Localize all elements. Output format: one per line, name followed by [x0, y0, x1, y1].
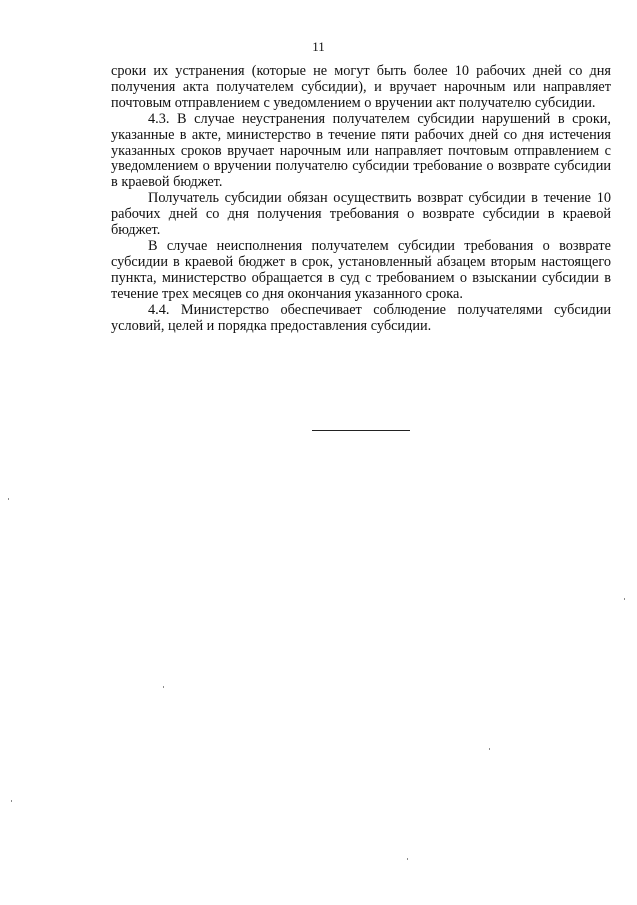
page-number: 11 — [312, 39, 325, 54]
paragraph-court-recovery: В случае неисполнения получателем субсидии требования о возврате субсидии в краевой бюджет в срок, установленный абзацем вторым настоящего пункта, министерство обращается в суд с требованием о взыскании субсидии в течение трех месяцев со дня окончания указанного срока. — [111, 237, 611, 302]
scan-speck — [11, 800, 12, 802]
scan-speck — [163, 686, 164, 688]
scan-speck — [489, 748, 490, 750]
paragraph-violation-deadlines: сроки их устранения (которые не могут быть более 10 рабочих дней со дня получения акта получателем субсидии), и вручает нарочным или направляет почтовым отправлением с уведомлением о вручении акт получателю субсидии. — [111, 63, 611, 111]
paragraph-4-3: 4.3. В случае неустранения получателем субсидии нарушений в сроки, указанные в акте, министерство в течение пяти рабочих дней со дня истечения указанных сроков вручает нарочным или направляет почтовым отправлением с уведомлением о вручении получателю субсидии требование о возврате субсидии в краевой бюджет. — [111, 110, 611, 191]
end-of-document-rule — [312, 430, 410, 431]
scan-speck — [624, 598, 625, 600]
scan-speck — [8, 498, 9, 500]
paragraph-subsidy-return-obligation: Получатель субсидии обязан осуществить возврат субсидии в течение 10 рабочих дней со дня получения требования о возврате субсидии в краевой бюджет. — [111, 190, 611, 239]
paragraph-4-4: 4.4. Министерство обеспечивает соблюдение получателями субсидии условий, целей и порядка предоставления субсидии. — [111, 301, 611, 334]
scan-speck — [407, 858, 408, 860]
body-text — [111, 64, 611, 334]
